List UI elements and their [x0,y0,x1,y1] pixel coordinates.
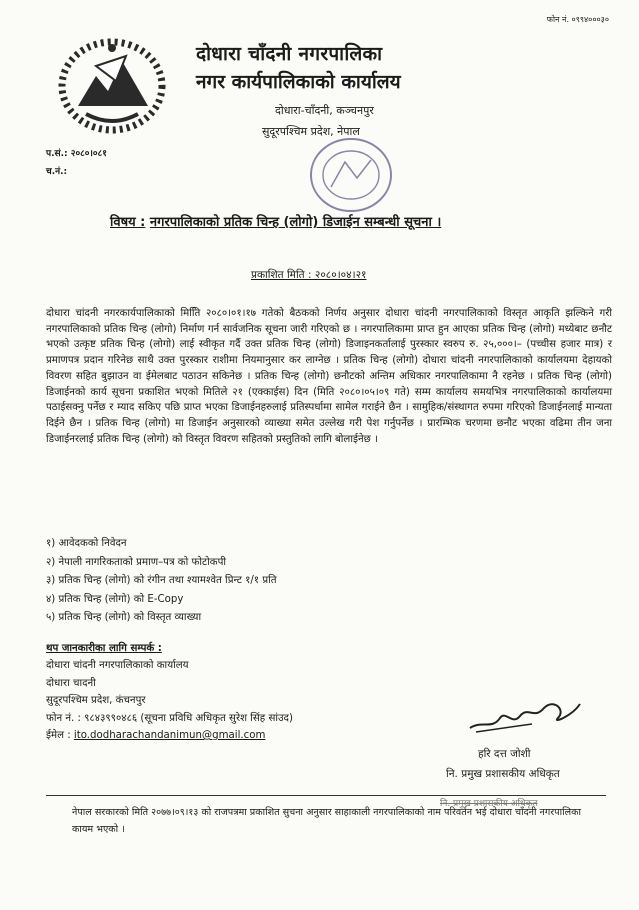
footer-note: नेपाल सरकारको मिति २०७७।०९।१३ को राजपत्रमा प्रकाशित सुचना अनुसार साहाकाली नगरपालिकाको नाम परिवर्तन भई दोधारा चाँदनी नगरपालिका कायम भएको । [72,807,581,835]
phone-number-top: फोन नं. ०९९४०००३० [546,15,609,24]
contact-email-row [46,727,293,745]
contact-line-2: दोधारा चादनी [46,677,96,689]
subject-label: विषय : [110,215,146,230]
notice-body: दोधारा चांदनी नगरकार्यपालिकाको मितिि २०८०।०१।१७ गतेको बैठकको निर्णय अनुसार दोधारा चांदनी नगरपालिकाको विस्तृत आकृति झल्किने गरी नगरपालिकाको प्रतिक चिन्ह (लोगो) निर्माण गर्न सार्वजनिक सूचना जारी गरिएको छ । नगरपालिकामा प्राप्त हुन आएका प्रतिक चिन्ह (लोगो) मध्येबाट छनौट भएको उत्कृष्ट प्रतिक चिन्ह (लोगो) लाई स्वीकृत गर्दै उक्त प्रतिक चिन्ह (लोगो) डिजाइनकर्तालाई पुरस्कार स्वरुप रु. २५,०००।– (पच्चीस हजार मात्र) र प्रमाणपत्र प्रदान गरिनेछ साथै उक्त पुरस्कार राशीमा नियमानुसार कर लाग्नेछ । प्रतिक चिन्ह (लोगो) दोधारा चांदनी नगरपालिकाको कार्यालयमा देहायको विवरण सहित बुझाउन वा ईमेलबाट पठाउन सकिनेछ । प्रतिक चिन्ह (लोगो) छनौटको अन्तिम अधिकार नगरपालिकामा नै रहनेछ । प्रतिक चिन्ह (लोगो) डिजाईनको कार्य सूचना प्रकाशित भएको मितिले २१ (एक्काईस) दिन (मिति २०८०।०५।०९ गते) सम्म कार्यालय समयभित्र नगरपालिकाको कार्यालयमा पठाईसक्नु पर्नेछ र म्याद सकिए पछि प्राप्त भएका डिजाईनहरुलाई प्रतिस्पर्धामा सामेल गराईने छैन । सामुहिक/संस्थागत रुपमा गरिएको डिजाईनलाई मान्यता दिईने छैन । प्रतिक चिन्ह (लोगो) मा डिजाईन अनुसारको व्याख्या समेत उल्लेख गरी पेश गर्नुपर्नेछ । प्रारम्भिक चरणमा छनौट भएका वढिमा तीन जना डिजाईनरलाई प्रतिक चिन्ह (लोगो) को विस्तृत विवरण सहितको प्रस्तुतिको लागि बोलाईनेछ । [46,308,612,445]
contact-phone: फोन नं. : ९८४३९९०४८६ (सूचना प्रविधि अधिकृत सुरेश सिंह सांउद) [46,712,293,724]
list-item: १) आवेदकको निवेदन [46,538,127,549]
published-date: प्रकाशित मिति : २०८०।०४।२१ [251,269,367,281]
list-item: ५) प्रतिक चिन्ह (लोगो) को विस्तृत व्याख्या [46,612,202,623]
email-link[interactable]: ito.dodharachandanimun@gmail.com [73,730,266,741]
contact-line-1: दोधारा चांदनी नगरपालिकाको कार्यालय [46,660,189,671]
address-line-2: सुदूरपश्चिम प्रदेश, नेपाल [262,125,360,138]
subject-line [110,212,441,230]
signatory-title: नि. प्रमुख प्रशासकीय अधिकृत [446,768,560,780]
footer-divider [46,795,606,796]
contact-block [46,657,293,745]
office-subtitle: नगर कार्यपालिकाको कार्यालय [196,71,401,93]
list-item: ३) प्रतिक चिन्ह (लोगो) को रंगीन तथा श्यामश्वेत प्रिन्ट १/१ प्रति [46,575,277,586]
reference-number: प.सं.: २०८०।०८१ [46,149,107,159]
list-item: २) नेपाली नागरिकताको प्रमाण–पत्र को फोटोकपी [46,556,227,568]
contact-heading: थप जानकारीका लागि सम्पर्क : [46,643,162,654]
signatory-name: हरि दत्त जोशी [478,748,531,760]
dispatch-number: च.नं.: [46,167,68,177]
office-stamp [305,132,397,218]
email-label: ईमेल : [46,730,71,741]
contact-line-3: सुदूरपश्चिम प्रदेश, कंचनपुर [46,695,146,706]
faded-title: नि. प्रमुख प्रशासकीय अधिकृत [440,799,538,809]
requirements-list [46,535,277,628]
signature [462,690,587,736]
office-name: दोधारा चाँदनी नगरपालिका [196,43,383,65]
nepal-emblem-logo [56,36,168,136]
subject-text: नगरपालिकाको प्रतिक चिन्ह (लोगो) डिजाईन सम्बन्धी सूचना । [149,215,442,230]
list-item: ४) प्रतिक चिन्ह (लोगो) को E-Copy [46,593,184,605]
address-line-1: दोधारा-चाँदनी, कञ्चनपुर [275,104,374,117]
